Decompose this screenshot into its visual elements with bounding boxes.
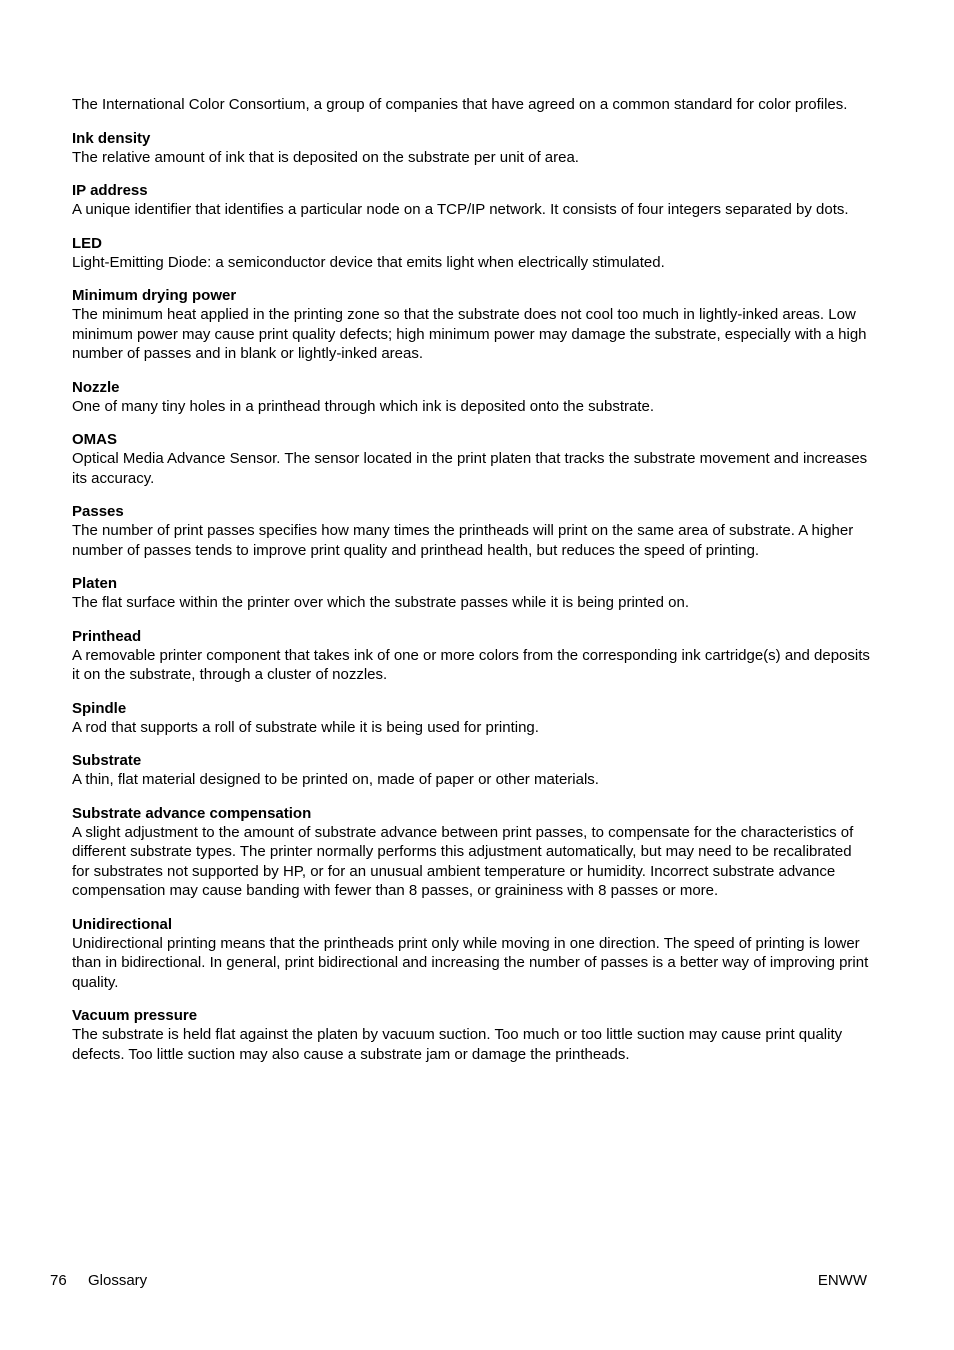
glossary-entry — [72, 129, 870, 168]
glossary-entry — [72, 627, 870, 685]
glossary-term: IP address — [72, 182, 148, 199]
glossary-definition: A thin, flat material designed to be printed on, made of paper or other materials. — [72, 771, 599, 788]
glossary-definition: The number of print passes specifies how many times the printheads will print on the same area of substrate. A higher number of passes tends to improve print quality and printhead health, but reduces the speed of printing. — [72, 522, 854, 559]
glossary-entry — [72, 574, 870, 613]
intro-definition: The International Color Consortium, a group of companies that have agreed on a common standard for color profiles. — [72, 96, 848, 113]
footer-left — [50, 1271, 147, 1291]
glossary-definition: A rod that supports a roll of substrate while it is being used for printing. — [72, 718, 539, 736]
glossary-term: Unidirectional — [72, 915, 173, 933]
page-number: 76 — [50, 1272, 67, 1289]
glossary-term: Substrate advance compensation — [72, 804, 312, 822]
glossary-term: Platen — [72, 575, 118, 592]
glossary-entry — [72, 915, 870, 993]
glossary-definition: One of many tiny holes in a printhead through which ink is deposited onto the substrate. — [72, 397, 655, 415]
section-name: Glossary — [88, 1272, 148, 1289]
glossary-entry — [72, 804, 870, 901]
glossary-definition: The minimum heat applied in the printing zone so that the substrate does not cool too much in lightly-inked areas. Low minimum power may cause print quality defects; high minimum power may damage the substrate, especially with a high number of passes and in blank or lightly-inked areas. — [72, 306, 867, 362]
doc-code: ENWW — [817, 1272, 867, 1289]
glossary-entry — [72, 699, 870, 738]
glossary-definition: The relative amount of ink that is deposited on the substrate per unit of area. — [72, 148, 579, 166]
glossary-entry — [72, 378, 870, 417]
glossary-entry — [72, 430, 870, 488]
glossary-definition: A unique identifier that identifies a particular node on a TCP/IP network. It consists of four integers separated by dots. — [72, 201, 849, 218]
glossary-term: Printhead — [72, 627, 142, 645]
glossary-term: Substrate — [72, 752, 142, 769]
glossary-definition: The flat surface within the printer over which the substrate passes while it is being printed on. — [72, 594, 689, 611]
glossary-definition: Optical Media Advance Sensor. The sensor located in the print platen that tracks the substrate movement and increases its accuracy. — [72, 450, 868, 487]
glossary-entry — [72, 234, 870, 273]
glossary-term: Passes — [72, 503, 124, 520]
glossary-definition: Light-Emitting Diode: a semiconductor device that emits light when electrically stimulated. — [72, 253, 665, 271]
glossary-term: OMAS — [72, 431, 117, 448]
glossary-term: Vacuum pressure — [72, 1007, 198, 1024]
glossary-definition: A slight adjustment to the amount of substrate advance between print passes, to compensate for the characteristics of different substrate types. The printer normally performs this adjustment automatically, but may need to be recalibrated for substrates not supported by HP, or for an unusual ambient temperature or humidity. Incorrect substrate advance compensation may cause banding with fewer than 8 passes, or graininess with 8 passes or more. — [72, 823, 854, 899]
glossary-entry — [72, 751, 870, 790]
glossary-body — [72, 95, 870, 1078]
glossary-term: Ink density — [72, 129, 151, 147]
glossary-entry — [72, 502, 870, 560]
glossary-term: Spindle — [72, 699, 127, 717]
glossary-definition: The substrate is held flat against the platen by vacuum suction. Too much or too little suction may cause print quality defects. Too little suction may also cause a substrate jam or damage the printheads. — [72, 1026, 843, 1063]
glossary-entry — [72, 181, 870, 220]
glossary-definition: A removable printer component that takes ink of one or more colors from the corresponding ink cartridge(s) and deposits it on the substrate, through a cluster of nozzles. — [72, 646, 870, 683]
glossary-entry — [72, 1006, 870, 1064]
glossary-term: Nozzle — [72, 378, 120, 396]
glossary-entry — [72, 286, 870, 364]
glossary-term: Minimum drying power — [72, 287, 237, 304]
glossary-term: LED — [72, 234, 102, 252]
glossary-definition: Unidirectional printing means that the printheads print only while moving in one direction. The speed of printing is lower than in bidirectional. In general, print bidirectional and increasing the number of passes is a better way of improving print quality. — [72, 934, 869, 991]
